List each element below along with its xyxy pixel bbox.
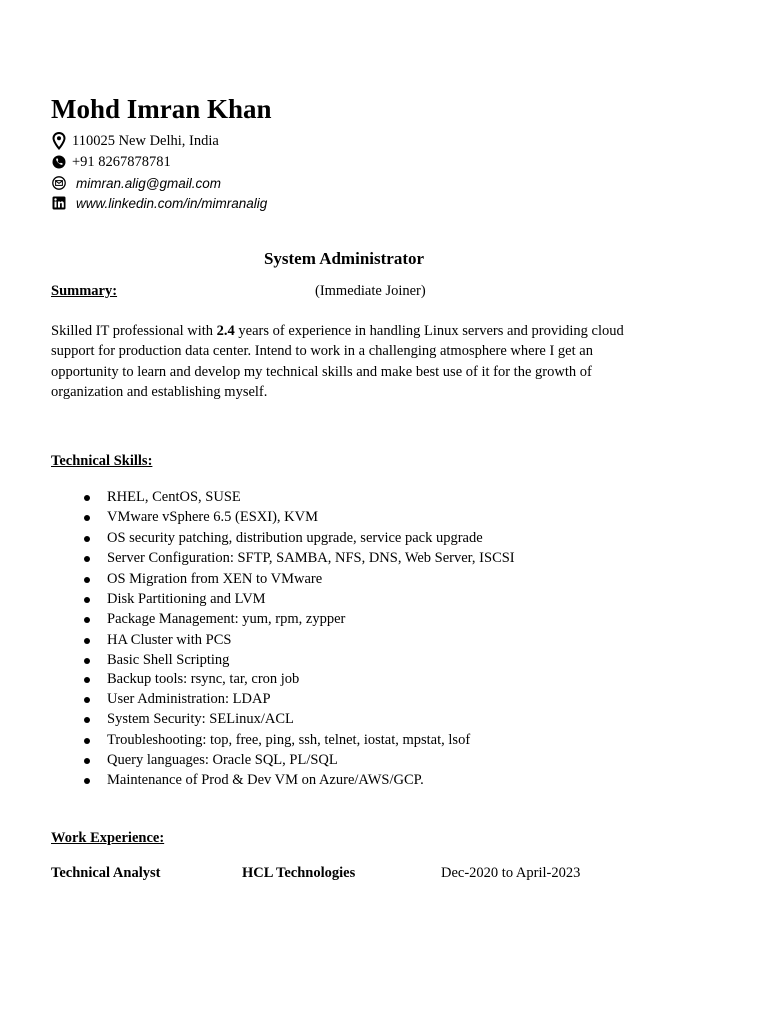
contact-linkedin-link[interactable]: www.linkedin.com/in/mimranalig bbox=[76, 195, 268, 211]
experience-dates: Dec-2020 to April-2023 bbox=[441, 865, 581, 881]
bullet-icon bbox=[84, 577, 90, 583]
contact-address-text: 110025 New Delhi, India bbox=[72, 132, 219, 149]
skill-item bbox=[51, 730, 671, 750]
contact-phone-text: +91 8267878781 bbox=[72, 153, 171, 170]
skill-item bbox=[51, 528, 671, 548]
skill-item bbox=[51, 589, 671, 609]
skill-item bbox=[51, 630, 671, 650]
work-experience-heading: Work Experience: bbox=[51, 830, 165, 846]
skill-text: System Security: SELinux/ACL bbox=[107, 711, 294, 728]
job-title: System Administrator bbox=[263, 249, 425, 268]
skill-text: OS Migration from XEN to VMware bbox=[107, 570, 323, 587]
bullet-icon bbox=[84, 515, 90, 521]
skill-text: VMware vSphere 6.5 (ESXI), KVM bbox=[107, 509, 319, 526]
bullet-icon bbox=[84, 717, 90, 723]
skill-item bbox=[51, 569, 671, 589]
skills-list bbox=[51, 487, 671, 791]
skill-text: Server Configuration: SFTP, SAMBA, NFS, DNS, Web Server, ISCSI bbox=[107, 550, 515, 567]
skill-text: HA Cluster with PCS bbox=[107, 631, 232, 648]
bullet-icon bbox=[84, 697, 90, 703]
contact-linkedin[interactable] bbox=[51, 193, 267, 213]
skill-item bbox=[51, 770, 671, 790]
summary-paragraph bbox=[51, 321, 651, 402]
skill-item bbox=[51, 669, 671, 689]
location-pin-icon bbox=[51, 133, 67, 149]
skill-text: Troubleshooting: top, free, ping, ssh, telnet, iostat, mpstat, lsof bbox=[107, 731, 471, 748]
bullet-icon bbox=[84, 778, 90, 784]
skill-item bbox=[51, 750, 671, 770]
skill-text: Package Management: yum, rpm, zypper bbox=[107, 611, 346, 628]
skill-text: RHEL, CentOS, SUSE bbox=[107, 489, 241, 505]
skill-text: OS security patching, distribution upgrade, service pack upgrade bbox=[107, 529, 483, 546]
bullet-icon bbox=[84, 758, 90, 764]
skill-item bbox=[51, 487, 671, 507]
contact-phone bbox=[51, 152, 171, 172]
skill-text: Basic Shell Scripting bbox=[107, 652, 230, 669]
linkedin-icon bbox=[51, 195, 67, 211]
experience-years: 2.4 bbox=[216, 323, 235, 339]
technical-skills-heading: Technical Skills: bbox=[51, 453, 153, 469]
bullet-icon bbox=[84, 495, 90, 501]
bullet-icon bbox=[84, 536, 90, 542]
email-icon bbox=[51, 175, 67, 191]
skill-item bbox=[51, 548, 671, 568]
bullet-icon bbox=[84, 738, 90, 744]
skill-item bbox=[51, 709, 671, 729]
candidate-name: Mohd Imran Khan bbox=[51, 94, 272, 124]
summary-text-start: Skilled IT professional with bbox=[51, 323, 217, 339]
skill-item bbox=[51, 650, 671, 670]
phone-icon bbox=[51, 154, 67, 170]
skill-item bbox=[51, 689, 671, 709]
bullet-icon bbox=[84, 638, 90, 644]
summary-heading: Summary: bbox=[51, 283, 118, 299]
skill-text: Backup tools: rsync, tar, cron job bbox=[107, 670, 300, 687]
bullet-icon bbox=[84, 617, 90, 623]
skill-text: Disk Partitioning and LVM bbox=[107, 590, 266, 607]
experience-role: Technical Analyst bbox=[51, 865, 161, 881]
bullet-icon bbox=[84, 597, 90, 603]
bullet-icon bbox=[84, 658, 90, 664]
contact-address bbox=[51, 131, 219, 151]
contact-email-link[interactable]: mimran.alig@gmail.com bbox=[76, 175, 221, 191]
bullet-icon bbox=[84, 556, 90, 562]
skill-item bbox=[51, 507, 671, 527]
availability-note: (Immediate Joiner) bbox=[315, 283, 426, 299]
skill-text: Query languages: Oracle SQL, PL/SQL bbox=[107, 752, 338, 769]
skill-item bbox=[51, 609, 671, 629]
summary-text-end: years of experience in handling Linux servers and providing cloud support for production data center. Intend to work in a challenging atmosphere where I get an opportunity to learn and develop my technical skills and make best use of it for the growth of organization and establishing myself. bbox=[51, 323, 624, 400]
skill-text: Maintenance of Prod & Dev VM on Azure/AWS/GCP. bbox=[107, 772, 424, 789]
experience-company: HCL Technologies bbox=[242, 865, 356, 881]
skill-text: User Administration: LDAP bbox=[107, 690, 271, 707]
contact-email[interactable] bbox=[51, 173, 221, 193]
bullet-icon bbox=[84, 677, 90, 683]
